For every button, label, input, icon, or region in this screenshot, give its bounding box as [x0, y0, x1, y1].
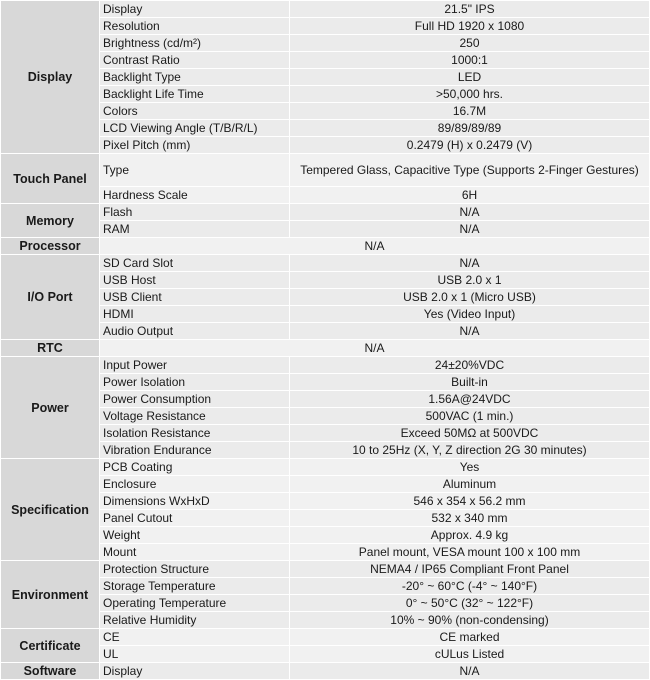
- category-label-power: Power: [1, 357, 100, 459]
- spec-value: Built-in: [290, 374, 650, 391]
- spec-value: 532 x 340 mm: [290, 510, 650, 527]
- spec-attribute: Vibration Endurance: [100, 442, 290, 459]
- spec-value: N/A: [100, 238, 650, 255]
- spec-attribute: Mount: [100, 544, 290, 561]
- spec-attribute: Type: [100, 154, 290, 187]
- category-label-certificate: Certificate: [1, 629, 100, 663]
- spec-attribute: Brightness (cd/m²): [100, 35, 290, 52]
- spec-value: Panel mount, VESA mount 100 x 100 mm: [290, 544, 650, 561]
- spec-value: USB 2.0 x 1 (Micro USB): [290, 289, 650, 306]
- category-label-specification: Specification: [1, 459, 100, 561]
- spec-attribute: RAM: [100, 221, 290, 238]
- spec-value: USB 2.0 x 1: [290, 272, 650, 289]
- spec-table-body: [1, 1, 650, 680]
- spec-value: 24±20%VDC: [290, 357, 650, 374]
- spec-row-touch-panel: [1, 154, 650, 187]
- spec-attribute: Power Consumption: [100, 391, 290, 408]
- spec-value: 546 x 354 x 56.2 mm: [290, 493, 650, 510]
- spec-attribute: Isolation Resistance: [100, 425, 290, 442]
- category-label-touch-panel: Touch Panel: [1, 154, 100, 204]
- spec-attribute: Operating Temperature: [100, 595, 290, 612]
- spec-attribute: SD Card Slot: [100, 255, 290, 272]
- spec-value: 500VAC (1 min.): [290, 408, 650, 425]
- spec-attribute: Pixel Pitch (mm): [100, 137, 290, 154]
- spec-attribute: Display: [100, 663, 290, 680]
- spec-value: 250: [290, 35, 650, 52]
- spec-value: LED: [290, 69, 650, 86]
- spec-value: N/A: [290, 323, 650, 340]
- spec-value: N/A: [100, 340, 650, 357]
- spec-attribute: Display: [100, 1, 290, 18]
- spec-attribute: Flash: [100, 204, 290, 221]
- spec-value: N/A: [290, 663, 650, 680]
- spec-value: 0° ~ 50°C (32° ~ 122°F): [290, 595, 650, 612]
- spec-attribute: Relative Humidity: [100, 612, 290, 629]
- category-label-rtc: RTC: [1, 340, 100, 357]
- spec-row-specification: [1, 459, 650, 476]
- spec-attribute: UL: [100, 646, 290, 663]
- spec-value: 10% ~ 90% (non-condensing): [290, 612, 650, 629]
- spec-value: Yes: [290, 459, 650, 476]
- category-label-software: Software: [1, 663, 100, 680]
- spec-attribute: Voltage Resistance: [100, 408, 290, 425]
- spec-value: 16.7M: [290, 103, 650, 120]
- spec-attribute: Panel Cutout: [100, 510, 290, 527]
- spec-row-certificate: [1, 629, 650, 646]
- spec-attribute: Hardness Scale: [100, 187, 290, 204]
- spec-attribute: Storage Temperature: [100, 578, 290, 595]
- spec-attribute: Input Power: [100, 357, 290, 374]
- spec-attribute: PCB Coating: [100, 459, 290, 476]
- spec-attribute: USB Host: [100, 272, 290, 289]
- spec-attribute: HDMI: [100, 306, 290, 323]
- spec-attribute: USB Client: [100, 289, 290, 306]
- spec-attribute: Dimensions WxHxD: [100, 493, 290, 510]
- spec-value: 1.56A@24VDC: [290, 391, 650, 408]
- spec-value: Full HD 1920 x 1080: [290, 18, 650, 35]
- spec-value: N/A: [290, 221, 650, 238]
- spec-row-processor: [1, 238, 650, 255]
- spec-value: Exceed 50MΩ at 500VDC: [290, 425, 650, 442]
- spec-value: N/A: [290, 255, 650, 272]
- spec-attribute: Enclosure: [100, 476, 290, 493]
- spec-value: 21.5" IPS: [290, 1, 650, 18]
- category-label-environment: Environment: [1, 561, 100, 629]
- spec-value: 0.2479 (H) x 0.2479 (V): [290, 137, 650, 154]
- spec-row-i-o-port: [1, 255, 650, 272]
- spec-value: 6H: [290, 187, 650, 204]
- category-label-i-o-port: I/O Port: [1, 255, 100, 340]
- spec-row-environment: [1, 561, 650, 578]
- spec-value: 89/89/89/89: [290, 120, 650, 137]
- category-label-display: Display: [1, 1, 100, 154]
- spec-attribute: Audio Output: [100, 323, 290, 340]
- spec-value: cULus Listed: [290, 646, 650, 663]
- spec-row-software: [1, 663, 650, 680]
- spec-value: Tempered Glass, Capacitive Type (Supports 2-Finger Gestures): [290, 154, 650, 187]
- spec-value: NEMA4 / IP65 Compliant Front Panel: [290, 561, 650, 578]
- spec-value: Approx. 4.9 kg: [290, 527, 650, 544]
- spec-value: 10 to 25Hz (X, Y, Z direction 2G 30 minutes): [290, 442, 650, 459]
- spec-attribute: Backlight Type: [100, 69, 290, 86]
- spec-row-power: [1, 357, 650, 374]
- spec-row-display: [1, 1, 650, 18]
- spec-attribute: Resolution: [100, 18, 290, 35]
- spec-value: N/A: [290, 204, 650, 221]
- spec-attribute: LCD Viewing Angle (T/B/R/L): [100, 120, 290, 137]
- spec-value: Yes (Video Input): [290, 306, 650, 323]
- spec-attribute: Backlight Life Time: [100, 86, 290, 103]
- spec-attribute: CE: [100, 629, 290, 646]
- spec-attribute: Protection Structure: [100, 561, 290, 578]
- spec-value: -20° ~ 60°C (-4° ~ 140°F): [290, 578, 650, 595]
- spec-attribute: Weight: [100, 527, 290, 544]
- spec-row-memory: [1, 204, 650, 221]
- spec-attribute: Power Isolation: [100, 374, 290, 391]
- spec-attribute: Contrast Ratio: [100, 52, 290, 69]
- spec-value: >50,000 hrs.: [290, 86, 650, 103]
- category-label-memory: Memory: [1, 204, 100, 238]
- category-label-processor: Processor: [1, 238, 100, 255]
- spec-value: 1000:1: [290, 52, 650, 69]
- spec-row-rtc: [1, 340, 650, 357]
- spec-value: CE marked: [290, 629, 650, 646]
- spec-value: Aluminum: [290, 476, 650, 493]
- spec-attribute: Colors: [100, 103, 290, 120]
